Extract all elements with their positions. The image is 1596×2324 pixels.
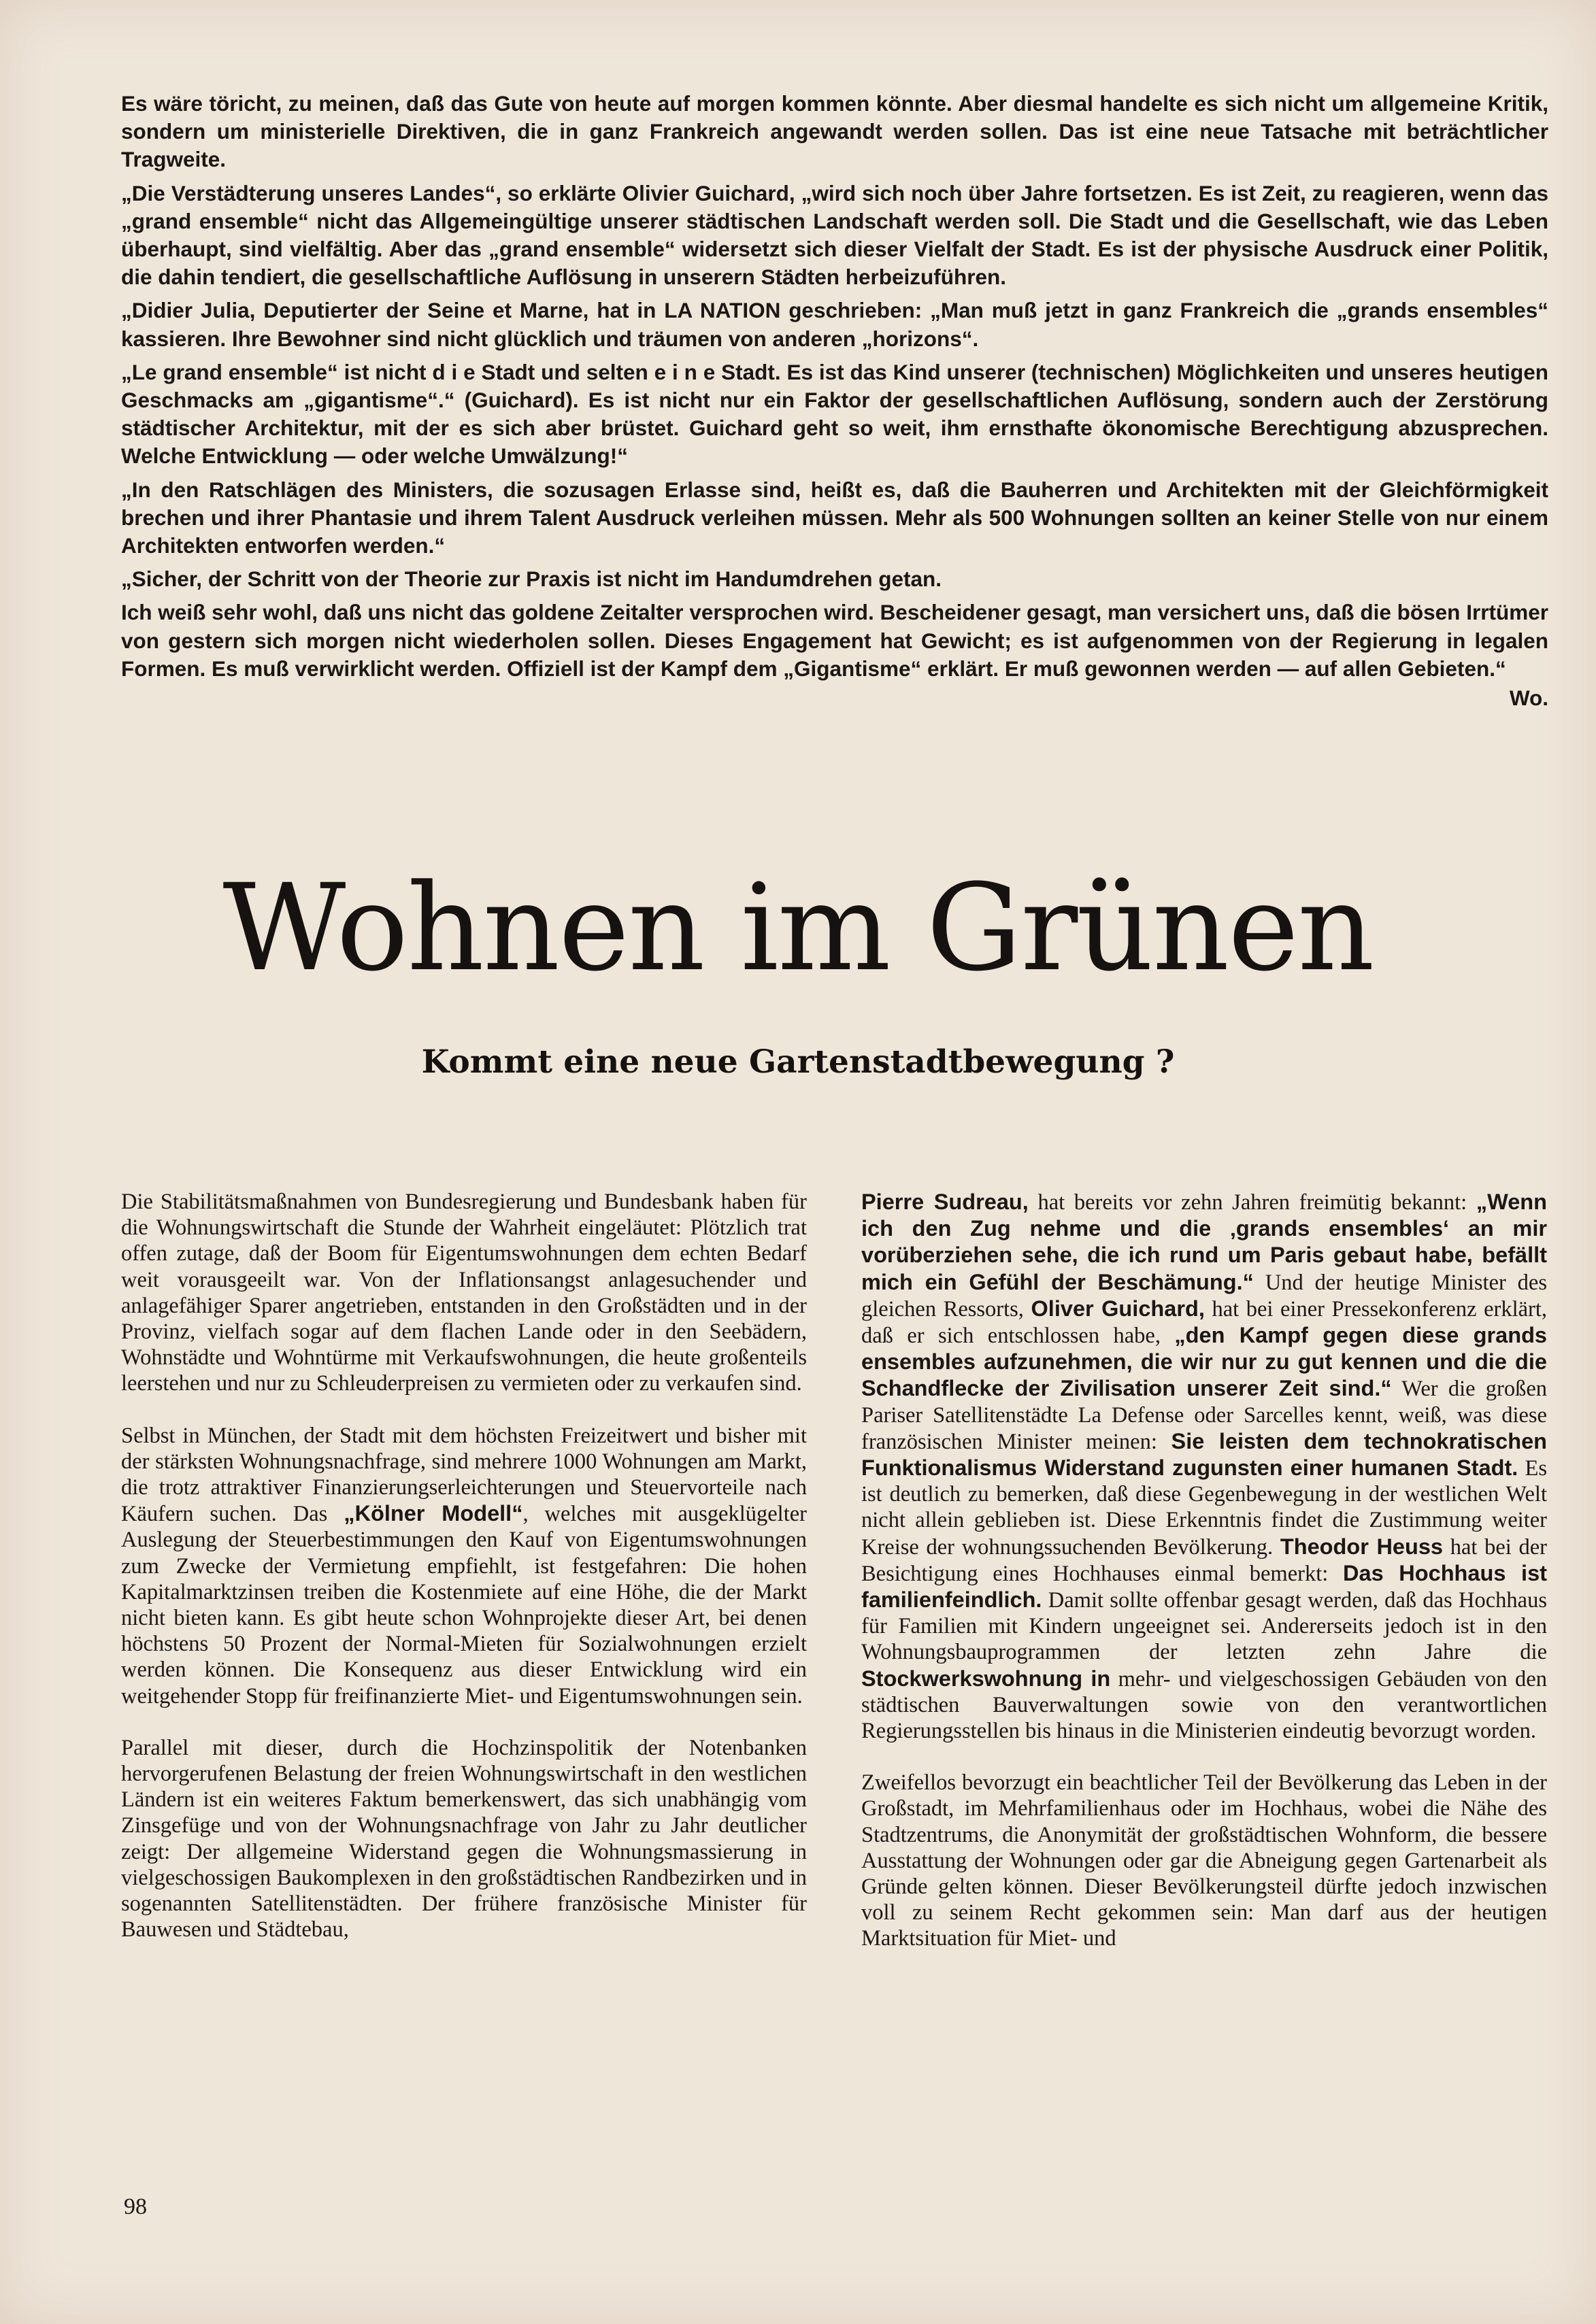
emphasis: Sie leisten dem technokratischen Funktionalismus Widerstand zugunsten einer humanen Stadt. (861, 1428, 1547, 1481)
article-column-left (121, 1189, 807, 1968)
emphasis: Stockwerkswohnung in (861, 1666, 1111, 1691)
paragraph: Zweifellos bevorzugt ein beachtlicher Teil der Bevölkerung das Leben in der Großstadt, im Mehrfamilienhaus oder im Hochhaus, wobei die Nähe des Stadtzentrums, die Anonymität der großstädtischen Wohnform, die bessere Ausstattung der Wohnungen oder gar die Abneigung gegen Gartenarbeit als Gründe gelten können. Dieser Bevölkerungsteil dürfte jedoch inzwischen voll zu seinem Recht gekommen sein: Man darf aus der heutigen Marktsituation für Miet- und (861, 1770, 1547, 1951)
article-headline: Wohnen im Grünen (222, 858, 1374, 998)
text: Damit sollte offenbar gesagt werden, daß das Hochhaus für Familien mit Kindern ungeeignet sei. Andererseits jedoch ist in den Wohnungsbauprogrammen der letzten zehn Jahre die (861, 1588, 1547, 1665)
text: Es ist deutlich zu bemerken, daß diese Gegenbewegung in der westlichen Welt nicht allein geblieben ist. Diese Erkenntnis findet die Zustimmung weiter Kreise der wohnungssuchenden Bevölkerung. (861, 1456, 1547, 1560)
emphasis: Theodor Heuss (1280, 1534, 1444, 1559)
preceding-article-text (121, 90, 1548, 712)
paragraph: „Le grand ensemble“ ist nicht d i e Stadt und selten e i n e Stadt. Es ist das Kind unserer (technischen) Möglichkeiten und unseres heutigen Geschmacks am „gigantisme“.“ (Guichard). Es ist nicht nur ein Faktor der gesellschaftlichen Auflösung, sondern auch der Zerstörung städtischer Architektur, mit der es sich aber brüstet. Guichard geht so weit, ihm ernsthafte ökonomische Berechtigung abzusprechen. Welche Entwicklung — oder welche Umwälzung!“ (121, 359, 1548, 469)
paragraph: Ich weiß sehr wohl, daß uns nicht das goldene Zeitalter versprochen wird. Bescheidener gesagt, man versichert uns, daß die bösen Irrtümer von gestern sich morgen nicht wiederholen sollen. Dieses Engagement hat Gewicht; es ist aufgenommen von der Regierung in legalen Formen. Es muß verwirklicht werden. Offiziell ist der Kampf dem „Gigantisme“ erklärt. Er muß gewonnen werden — auf allen Gebieten.“ (121, 600, 1548, 681)
text: hat bereits vor zehn Jahren freimütig bekannt: (1028, 1190, 1476, 1215)
paragraph: „Die Verstädterung unseres Landes“, so erklärte Olivier Guichard, „wird sich noch über Jahre fortsetzen. Es ist Zeit, zu reagieren, wenn das „grand ensemble“ nicht das Allgemeingültige unserer städtischen Landschaft werden soll. Die Stadt und die Gesellschaft, wie das Leben überhaupt, sind vielfältig. Aber das „grand ensemble“ widersetzt sich dieser Vielfalt der Stadt. Es ist der physische Ausdruck einer Politik, die dahin tendiert, die gesellschaftliche Auflösung in unserern Städten herbeizuführen. (121, 180, 1548, 290)
paragraph: Es wäre töricht, zu meinen, daß das Gute von heute auf morgen kommen könnte. Aber diesmal handelte es sich nicht um allgemeine Kritik, sondern um ministerielle Direktiven, die in ganz Frankreich angewandt werden sollen. Das ist eine neue Tatsache mit beträchtlicher Tragweite. (121, 91, 1548, 172)
paragraph: „Sicher, der Schritt von der Theorie zur Praxis ist nicht im Handumdrehen getan. (121, 567, 942, 592)
page-number: 98 (124, 2194, 147, 2219)
text: mehr- und vielgeschossigen Gebäuden von den städtischen Bauverwaltungen sowie von den verantwortlichen Regierungsstellen bis hinaus in die Ministerien eindeutig bevorzugt worden. (861, 1666, 1547, 1744)
text: hat bei einer Pressekonferenz erklärt, daß er sich entschlossen habe, (861, 1296, 1548, 1349)
emphasis: Pierre Sudreau, (861, 1190, 1029, 1214)
paragraph: Die Stabilitätsmaßnahmen von Bundesregierung und Bundesbank haben für die Wohnungswirtschaft die Stunde der Wahrheit eingeläutet: Plötzlich trat offen zutage, daß der Boom für Eigentumswohnungen dem echten Bedarf weit vorausgeeilt war. Von der Inflationsangst anlagesuchender und anlagefähiger Sparer angetrieben, entstanden in den Großstädten und in der Provinz, vielfach sogar auf dem flachen Lande oder in den Seebädern, Wohnstädte und Wohntürme mit Verkaufswohnungen, die heute großenteils leerstehen und nur zu Schleuderpreisen zu vermieten oder zu verkaufen sind. (121, 1190, 807, 1396)
paragraph (121, 1423, 807, 1709)
text: Wer die großen Pariser Satellitenstädte La Defense oder Sarcelles kennt, weiß, was diese französischen Minister meinen: (861, 1377, 1547, 1454)
paragraph: Parallel mit dieser, durch die Hochzinspolitik der Notenbanken hervorgerufenen Belastung der freien Wohnungswirtschaft in den westlichen Ländern ist ein weiteres Faktum bemerkenswert, das sich unabhängig vom Zinsgefüge und von der Wohnungsnachfrage von Jahr zu Jahr deutlicher zeigt: Der allgemeine Widerstand gegen die Wohnungsmassierung in vielgeschossigen Baukomplexen in den großstädtischen Randbezirken und in sogenannten Satellitenstädten. Der frühere französische Minister für Bauwesen und Städtebau, (121, 1735, 807, 1942)
article-column-right (861, 1189, 1547, 1978)
text: Und der heutige Minister des gleichen Ressorts, (861, 1270, 1547, 1321)
text: , welches mit ausgeklügelter Auslegung der Steuerbestimmungen den Kauf von Eigentumswohnungen zum Zwecke der Vermietung empfiehlt, ist festgefahren: Die hohen Kapitalmarktzinsen treiben die Kostenmiete auf eine Höhe, die der Markt nicht bieten kann. Es gibt heute schon Wohnprojekte dieser Art, bei denen höchstens 50 Prozent der Normal-Mieten für Sozialwohnungen erzielt werden können. Die Konsequenz aus dieser Entwicklung wird ein weitgehender Stopp für freifinanzierte Miet- und Eigentumswohnungen sein. (121, 1502, 807, 1708)
emphasis: Das Hochhaus ist familienfeindlich. (861, 1560, 1547, 1613)
paragraph: „Didier Julia, Deputierter der Seine et Marne, hat in LA NATION geschrieben: „Man muß jetzt in ganz Frankreich die „grands ensembles“ kassieren. Ihre Bewohner sind nicht glücklich und träumen von anderen „horizons“. (121, 298, 1548, 351)
paragraph (861, 1189, 1547, 1744)
emphasis: „den Kampf gegen diese grands ensembles aufzunehmen, die wir nur zu gut kennen und die die Schandflecke der Zivilisation unserer Zeit sind.“ (861, 1323, 1548, 1401)
emphasis: „Wenn ich den Zug nehme und die ‚grands ensembles‘ an mir vorüberziehen sehe, die ich rund um Paris gebaut habe, befällt mich ein Gefühl der Beschämung.“ (861, 1190, 1547, 1294)
paragraph: „In den Ratschlägen des Ministers, die sozusagen Erlasse sind, heißt es, daß die Bauherren und Architekten mit der Gleichförmigkeit brechen und ihrer Phantasie und ihrem Talent Ausdruck verleihen müssen. Mehr als 500 Wohnungen sollten an keiner Stelle von nur einem Architekten entworfen werden.“ (121, 477, 1548, 558)
text: hat bei der Besichtigung eines Hochhauses einmal bemerkt: (861, 1534, 1547, 1586)
article-subheadline: Kommt eine neue Gartenstadtbewegung ? (421, 1043, 1175, 1081)
emphasis: Oliver Guichard, (1031, 1296, 1205, 1321)
text: Selbst in München, der Stadt mit dem höchsten Freizeitwert und bisher mit der stärksten Wohnungsnachfrage, sind mehrere 1000 Wohnungen am Markt, die trotz attraktiver Finanzierungserleichterungen und Steuervorteile nach Käufern suchen. Das (121, 1423, 807, 1527)
author-signature: Wo. (1509, 686, 1548, 711)
emphasis: „Kölner Modell“ (344, 1501, 523, 1526)
